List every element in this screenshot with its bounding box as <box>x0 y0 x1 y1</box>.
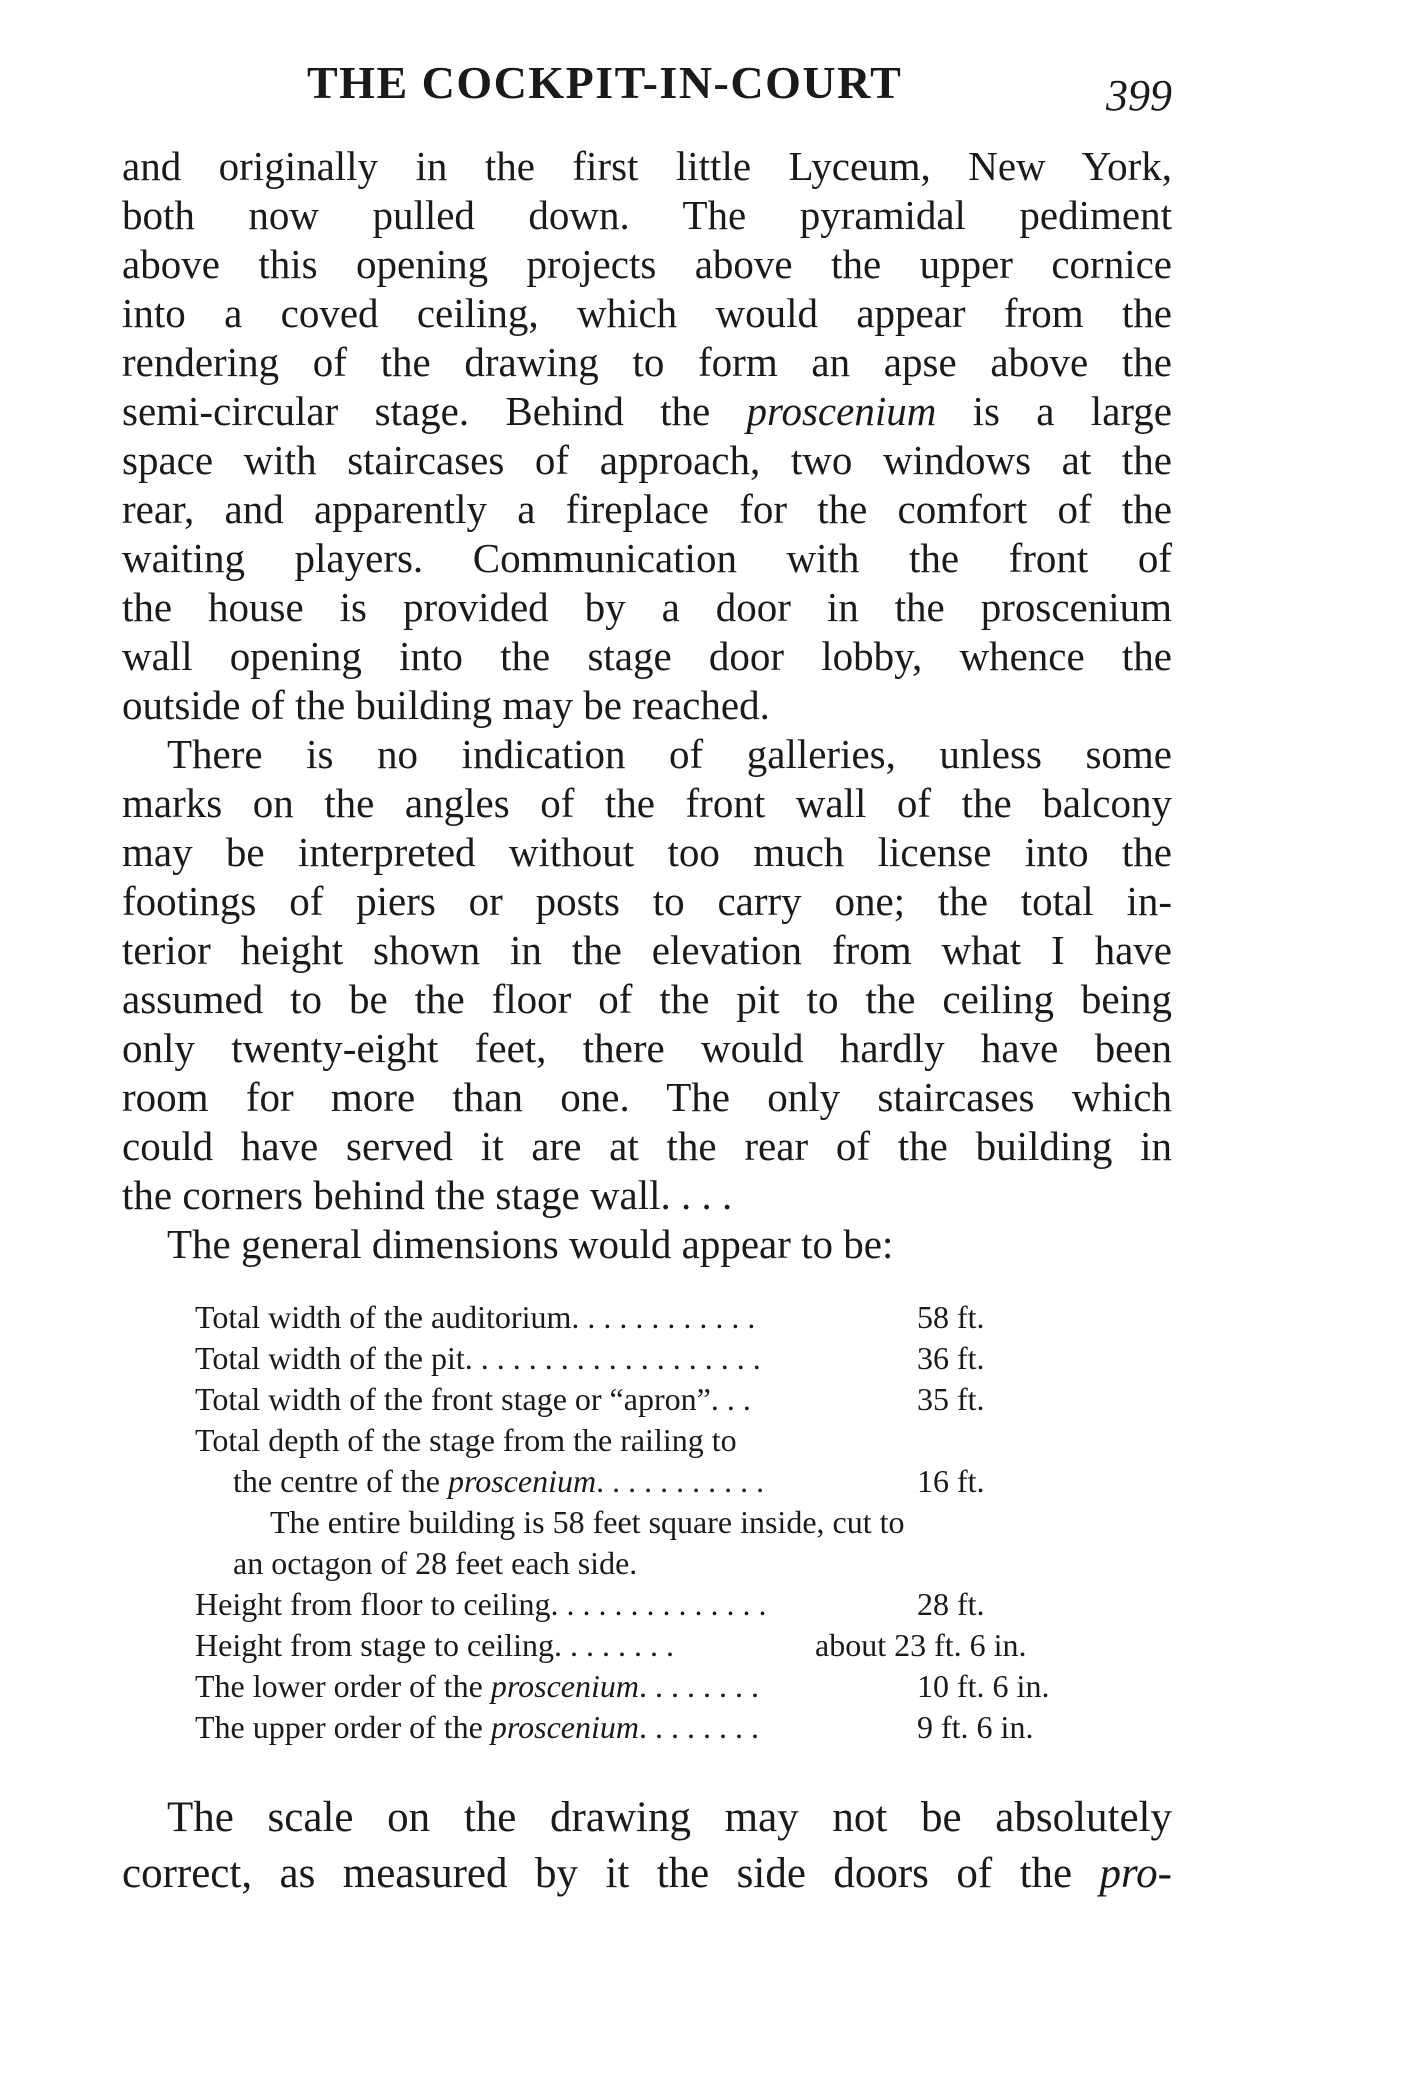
dimensions-table <box>195 1297 1095 1748</box>
body-line: The general dimensions would appear to be: <box>167 1221 894 1267</box>
dimension-label: Total depth of the stage from the railing to <box>195 1422 737 1458</box>
dimension-row <box>195 1707 1095 1748</box>
label-text: The upper order of the <box>195 1709 491 1745</box>
note-text: an octagon of 28 feet each side. <box>233 1545 638 1581</box>
page-number: 399 <box>1106 71 1172 120</box>
running-head <box>122 56 1172 120</box>
italic-term: proscenium <box>448 1463 597 1499</box>
dimension-row <box>195 1420 1095 1461</box>
note-text: The entire building is 58 feet square inside, cut to <box>270 1504 905 1540</box>
dimension-value: 16 ft. <box>917 1463 985 1499</box>
body-line: and originally in the first little Lyceum, New York, <box>122 143 1172 189</box>
body-line: both now pulled down. The pyramidal pediment <box>122 192 1172 238</box>
closing-paragraph <box>122 1790 1172 1902</box>
body-line: only twenty-eight feet, there would hardly have been <box>122 1025 1172 1071</box>
body-line: There is no indication of galleries, unless some <box>167 731 1172 777</box>
dimension-note <box>195 1543 1095 1584</box>
body-line: could have served it are at the rear of the building in <box>122 1123 1172 1169</box>
body-line: above this opening projects above the upper cornice <box>122 241 1172 287</box>
italic-term: proscenium <box>490 1668 639 1704</box>
dimension-value: about 23 ft. 6 in. <box>815 1627 1027 1663</box>
dimension-value: 28 ft. <box>917 1586 985 1622</box>
body-line: rendering of the drawing to form an apse above the <box>122 339 1172 385</box>
dimension-value: 9 ft. 6 in. <box>917 1709 1034 1745</box>
body-line: into a coved ceiling, which would appear from the <box>122 290 1172 336</box>
dimension-label: Total width of the auditorium. . . . . . . . . . . . <box>195 1299 756 1335</box>
dimension-row <box>195 1297 1095 1338</box>
body-line: terior height shown in the elevation from what I have <box>122 927 1172 973</box>
body-line: rear, and apparently a fireplace for the comfort of the <box>122 486 1172 532</box>
label-dots: . . . . . . . . . . . <box>596 1463 765 1499</box>
label-dots: . . . . . . . . <box>639 1709 759 1745</box>
label-dots: . . . . . . . . <box>639 1668 759 1704</box>
line-text: semi-circular stage. Behind the <box>122 388 747 434</box>
body-line: wall opening into the stage door lobby, whence the <box>122 633 1172 679</box>
body-line: space with staircases of approach, two windows at the <box>122 437 1172 483</box>
label-text: the centre of the <box>233 1463 448 1499</box>
line-text: correct, as measured by it the side doors of the <box>122 1850 1100 1897</box>
line-text: is a large <box>936 388 1172 434</box>
dimension-row <box>195 1584 1095 1625</box>
dimension-value: 36 ft. <box>917 1340 985 1376</box>
body-line: may be interpreted without too much license into the <box>122 829 1172 875</box>
body-line: the house is provided by a door in the proscenium <box>122 584 1172 630</box>
body-line: waiting players. Communication with the front of <box>122 535 1172 581</box>
italic-term: proscenium <box>490 1709 639 1745</box>
body-line <box>122 1846 1172 1902</box>
body-line: assumed to be the floor of the pit to the ceiling being <box>122 976 1172 1022</box>
dimension-label <box>195 1707 759 1748</box>
dimension-row <box>195 1461 1095 1502</box>
dimension-row <box>195 1625 1095 1666</box>
body-line: outside of the building may be reached. <box>122 682 770 728</box>
dimension-note <box>195 1502 1095 1543</box>
dimension-label: Total width of the pit. . . . . . . . . . . . . . . . . . . <box>195 1340 761 1376</box>
italic-term: proscenium <box>746 388 937 434</box>
dimension-row <box>195 1338 1095 1379</box>
dimension-label: Height from stage to ceiling. . . . . . . . <box>195 1627 675 1663</box>
label-text: The lower order of the <box>195 1668 491 1704</box>
body-line <box>122 387 1172 436</box>
dimension-value: 10 ft. 6 in. <box>917 1668 1050 1704</box>
body-line: room for more than one. The only staircases which <box>122 1074 1172 1120</box>
dimension-value: 58 ft. <box>917 1299 985 1335</box>
body-text <box>122 142 1172 1269</box>
dimension-label <box>233 1461 764 1502</box>
dimension-row <box>195 1379 1095 1420</box>
dimension-row <box>195 1666 1095 1707</box>
dimension-label: Height from floor to ceiling. . . . . . . . . . . . . . <box>195 1586 767 1622</box>
body-line: the corners behind the stage wall. . . . <box>122 1172 733 1218</box>
dimension-value: 35 ft. <box>917 1381 985 1417</box>
dimension-label: Total width of the front stage or “apron”. . . <box>195 1381 751 1417</box>
body-line: The scale on the drawing may not be absolutely <box>167 1794 1172 1841</box>
body-line: marks on the angles of the front wall of the balcony <box>122 780 1172 826</box>
dimension-label <box>195 1666 759 1707</box>
italic-term: pro- <box>1099 1850 1172 1897</box>
running-title: THE COCKPIT-IN-COURT <box>307 57 903 108</box>
body-line: footings of piers or posts to carry one; the total in- <box>122 878 1172 924</box>
